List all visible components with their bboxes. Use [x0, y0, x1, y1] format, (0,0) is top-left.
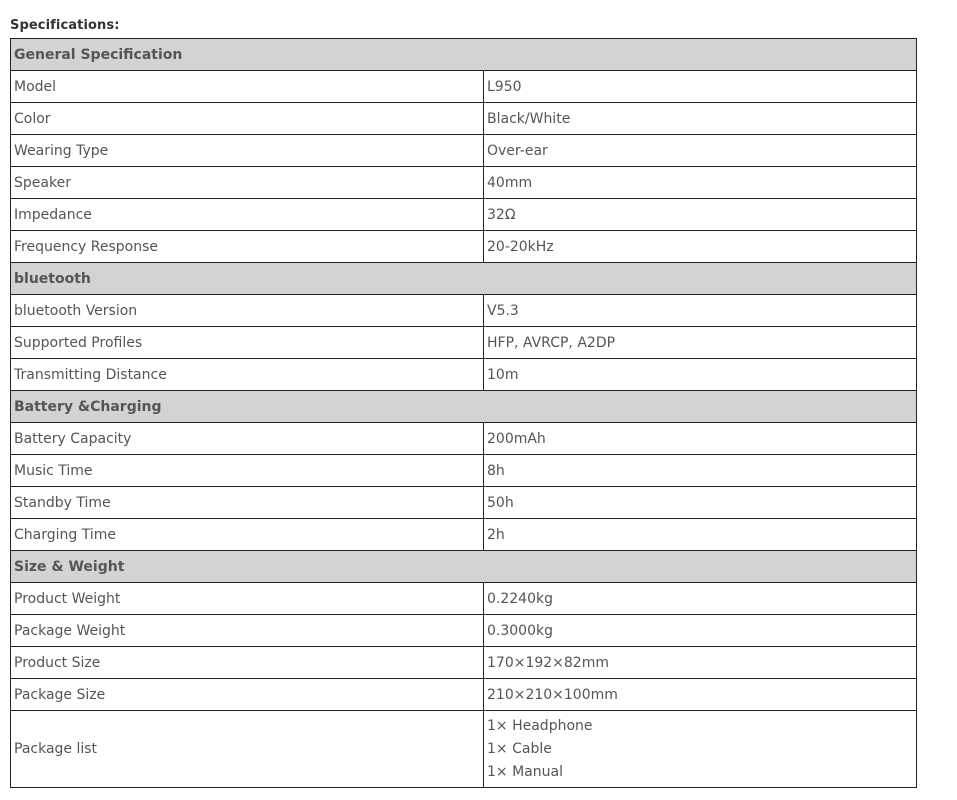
table-row [11, 199, 917, 231]
table-row [11, 359, 917, 391]
table-row [11, 583, 917, 615]
package-list-label: Package list [11, 711, 484, 788]
spec-label: Battery Capacity [11, 423, 484, 455]
spec-label: Model [11, 71, 484, 103]
spec-label: Supported Profiles [11, 327, 484, 359]
spec-value: 8h [484, 455, 917, 487]
spec-value: L950 [484, 71, 917, 103]
section-title-battery: Battery &Charging [11, 391, 917, 423]
spec-label: Music Time [11, 455, 484, 487]
package-item: 1× Manual [487, 763, 563, 780]
table-row [11, 103, 917, 135]
package-list-row [11, 711, 917, 788]
specifications-table [10, 38, 917, 788]
spec-value: 40mm [484, 167, 917, 199]
spec-value: Over-ear [484, 135, 917, 167]
spec-label: Color [11, 103, 484, 135]
spec-label: Standby Time [11, 487, 484, 519]
spec-value: Black/White [484, 103, 917, 135]
package-item: 1× Headphone [487, 717, 593, 734]
table-row [11, 615, 917, 647]
spec-label: Package Weight [11, 615, 484, 647]
spec-label: bluetooth Version [11, 295, 484, 327]
table-row [11, 423, 917, 455]
spec-value: 0.3000kg [484, 615, 917, 647]
table-row [11, 455, 917, 487]
package-item: 1× Cable [487, 740, 552, 757]
section-header-row [11, 263, 917, 295]
spec-label: Speaker [11, 167, 484, 199]
spec-value: 10m [484, 359, 917, 391]
spec-label: Charging Time [11, 519, 484, 551]
table-row [11, 647, 917, 679]
section-header-row [11, 551, 917, 583]
spec-label: Impedance [11, 199, 484, 231]
spec-label: Product Size [11, 647, 484, 679]
spec-value: 50h [484, 487, 917, 519]
section-title-general: General Specification [11, 39, 917, 71]
section-header-row [11, 39, 917, 71]
section-header-row [11, 391, 917, 423]
spec-value: 210×210×100mm [484, 679, 917, 711]
table-row [11, 679, 917, 711]
section-title-bluetooth: bluetooth [11, 263, 917, 295]
spec-value: 0.2240kg [484, 583, 917, 615]
spec-value: 170×192×82mm [484, 647, 917, 679]
specifications-heading: Specifications: [10, 18, 120, 33]
table-row [11, 231, 917, 263]
spec-label: Wearing Type [11, 135, 484, 167]
spec-label: Transmitting Distance [11, 359, 484, 391]
package-list-items [484, 711, 917, 788]
spec-value: 200mAh [484, 423, 917, 455]
spec-value: 32Ω [484, 199, 917, 231]
table-row [11, 327, 917, 359]
table-row [11, 295, 917, 327]
spec-label: Frequency Response [11, 231, 484, 263]
spec-label: Package Size [11, 679, 484, 711]
spec-value: HFP, AVRCP, A2DP [484, 327, 917, 359]
table-row [11, 135, 917, 167]
spec-value: 2h [484, 519, 917, 551]
table-row [11, 487, 917, 519]
table-row [11, 519, 917, 551]
section-title-size-weight: Size & Weight [11, 551, 917, 583]
spec-value: V5.3 [484, 295, 917, 327]
spec-label: Product Weight [11, 583, 484, 615]
spec-value: 20-20kHz [484, 231, 917, 263]
table-row [11, 167, 917, 199]
table-row [11, 71, 917, 103]
